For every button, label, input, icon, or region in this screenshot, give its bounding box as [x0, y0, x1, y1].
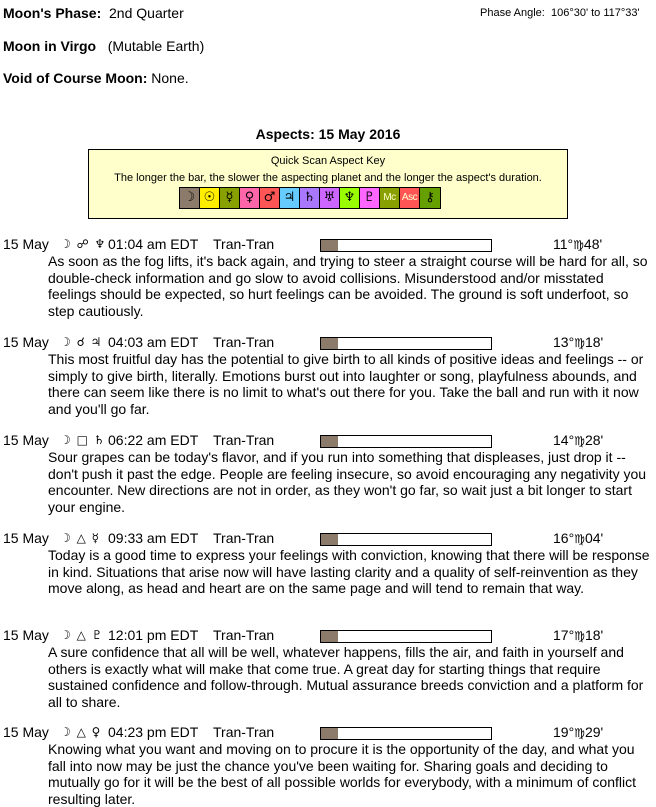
aspect-position: [553, 724, 603, 742]
void-of-course-line: [3, 70, 189, 87]
aspect-degree: 16°: [553, 530, 575, 546]
aspect-duration-bar-fill: [321, 631, 338, 642]
moon-sign-line: [3, 38, 204, 55]
aspect-duration-bar: [320, 337, 492, 350]
aspect-position: [553, 432, 603, 450]
aspect-date: 15 May: [3, 627, 49, 643]
aspect-time: 12:01 pm EDT: [108, 627, 199, 643]
key-moon-icon: ☽: [180, 188, 200, 208]
aspect-minutes: 18': [584, 627, 604, 643]
aspect-interpretation-text: Sour grapes can be today's flavor, and if you run into something that displeases, just drop it -- don't push it past the edge. People are feeling insecure, so avoid encouraging any negativity you encounter. New directions are not in order, as they won't go far, so wait just a bit longer to start your engine.: [48, 449, 647, 515]
moon-phase-label: Moon's Phase:: [3, 5, 102, 21]
aspect-time: 04:23 pm EDT: [108, 724, 199, 740]
aspect-position: [553, 334, 603, 352]
aspects-title: Aspects: 15 May 2016: [255, 126, 401, 142]
aspect-glyphs-icon: ☽ □ ♄: [60, 433, 106, 447]
aspect-date: 15 May: [3, 334, 49, 350]
aspect-entry: [0, 724, 656, 807]
aspect-time: 09:33 am EDT: [108, 530, 199, 546]
key-uranus-icon: ♅: [320, 188, 340, 208]
aspect-glyphs-icon: ☽ ☍ ♆: [60, 237, 107, 251]
aspect-duration-bar: [320, 533, 492, 546]
aspect-duration-bar: [320, 239, 492, 252]
aspect-duration-bar: [320, 435, 492, 448]
aspect-degree: 17°: [553, 627, 575, 643]
key-chiron-icon: ⚷: [420, 188, 440, 208]
aspect-date: 15 May: [3, 530, 49, 546]
aspect-glyphs-icon: ☽ △ ♀: [60, 725, 102, 739]
aspect-date: 15 May: [3, 432, 49, 448]
aspect-type: Tran-Tran: [213, 627, 275, 643]
aspect-type: Tran-Tran: [213, 724, 275, 740]
phase-angle-label: Phase Angle:: [480, 7, 545, 19]
aspect-minutes: 28': [584, 432, 604, 448]
aspect-duration-bar-fill: [321, 338, 338, 349]
aspect-interpretation-text: This most fruitful day has the potential to give birth to all kinds of positive ideas and feelings -- or simply to give birth, literally. Emotions burst out into laughter or song, playfulness abounds, and there can seem like there is no limit to what's out there for you. Take the ball and run with it now and you'll go far.: [48, 351, 644, 417]
aspect-key-title: Quick Scan Aspect Key: [270, 155, 386, 167]
aspect-time: 04:03 am EDT: [108, 334, 199, 350]
aspect-type: Tran-Tran: [213, 236, 275, 252]
aspect-position: [553, 530, 603, 548]
aspect-entry-header: [0, 627, 656, 644]
aspect-degree: 19°: [553, 724, 575, 740]
key-jupiter-icon: ♃: [280, 188, 300, 208]
aspect-key-box: [88, 149, 568, 219]
aspect-glyphs-icon: ☽ △ ♇: [60, 628, 104, 642]
aspect-entry: [0, 236, 656, 319]
key-venus-icon: ♀: [240, 188, 260, 208]
moon-sign-label: Moon in Virgo: [3, 38, 97, 54]
aspect-interpretation-text: Today is a good time to express your feelings with conviction, knowing that there will be response in kind. Situations that arise now will have lasting clarity and a quality of self-reinvention as they move along, as head and heart are on the same page and will tend to remain that way.: [48, 547, 650, 596]
aspect-entry-header: [0, 432, 656, 449]
moon-sign-value: (Mutable Earth): [107, 38, 205, 54]
aspect-date: 15 May: [3, 724, 49, 740]
aspect-entry: [0, 627, 656, 710]
virgo-sign-icon: ♍: [574, 434, 585, 448]
aspect-degree: 13°: [553, 334, 575, 350]
virgo-sign-icon: ♍: [574, 629, 585, 643]
aspect-date: 15 May: [3, 236, 49, 252]
virgo-sign-icon: ♍: [574, 532, 585, 546]
key-ascendant-icon: Asc: [400, 188, 420, 208]
aspect-minutes: 29': [584, 724, 604, 740]
aspect-minutes: 48': [583, 236, 603, 252]
key-midheaven-icon: Mc: [380, 188, 400, 208]
void-of-course-label: Void of Course Moon:: [3, 70, 148, 86]
aspect-type: Tran-Tran: [213, 530, 275, 546]
aspect-entry: [0, 432, 656, 515]
aspect-degree: 11°: [553, 236, 574, 252]
aspect-entry-header: [0, 334, 656, 351]
aspect-duration-bar-fill: [321, 240, 338, 251]
moon-phase-line: [3, 5, 184, 22]
aspect-time: 06:22 am EDT: [108, 432, 199, 448]
aspect-duration-bar-fill: [321, 436, 338, 447]
phase-angle-value: 106°30' to 117°33': [550, 7, 640, 19]
aspect-degree: 14°: [553, 432, 575, 448]
aspect-glyphs-icon: ☽ ☌ ♃: [60, 335, 103, 349]
aspect-duration-bar-fill: [321, 534, 338, 545]
key-saturn-icon: ♄: [300, 188, 320, 208]
key-pluto-icon: ♇: [360, 188, 380, 208]
aspect-time: 01:04 am EDT: [108, 236, 199, 252]
moon-phase-value: 2nd Quarter: [109, 5, 184, 21]
aspect-interpretation-text: Knowing what you want and moving on to procure it is the opportunity of the day, and what you fall into now may be just the chance you've been waiting for. Sharing goals and deciding to mutually go for it will be the best of all possible worlds for everybody, with a minimum of conflict resulting later.: [48, 741, 636, 807]
key-neptune-icon: ♆: [340, 188, 360, 208]
aspect-entry-header: [0, 530, 656, 547]
virgo-sign-icon: ♍: [574, 336, 585, 350]
aspect-minutes: 04': [584, 530, 604, 546]
aspect-key-description: The longer the bar, the slower the aspecting planet and the longer the aspect's duration.: [114, 172, 542, 184]
aspect-key-glyph-row: [179, 187, 441, 209]
key-sun-icon: ☉: [200, 188, 220, 208]
aspect-entry: [0, 334, 656, 417]
aspect-minutes: 18': [584, 334, 604, 350]
void-of-course-value: None.: [151, 70, 189, 86]
aspect-entry: [0, 530, 656, 597]
key-mars-icon: ♂: [260, 188, 280, 208]
aspect-position: [553, 627, 603, 645]
aspect-entry-header: [0, 236, 656, 253]
aspect-glyphs-icon: ☽ △ ☿: [60, 531, 100, 545]
key-mercury-icon: ☿: [220, 188, 240, 208]
aspect-duration-bar-fill: [321, 728, 338, 739]
phase-angle: [480, 6, 640, 20]
virgo-sign-icon: ♍: [573, 238, 584, 252]
virgo-sign-icon: ♍: [574, 726, 585, 740]
aspect-interpretation-text: As soon as the fog lifts, it's back again, and trying to steer a straight course will be hard for all, so double-check information and go slow to avoid collisions. Misunderstood and/or misstated feelings should be expected, so hurt feelings can be avoided. The ground is soft underfoot, so step cautiously.: [48, 253, 648, 319]
aspect-type: Tran-Tran: [213, 334, 275, 350]
aspect-position: [553, 236, 602, 254]
aspect-duration-bar: [320, 630, 492, 643]
aspect-type: Tran-Tran: [213, 432, 275, 448]
aspect-duration-bar: [320, 727, 492, 740]
aspect-entry-header: [0, 724, 656, 741]
aspect-interpretation-text: A sure confidence that all will be well, whatever happens, fills the air, and faith in yourself and others is exactly what will make that come true. A great day for starting things that require sustained confidence and follow-through. Mutual assurance breeds conviction and a platform for all to share.: [48, 644, 644, 710]
